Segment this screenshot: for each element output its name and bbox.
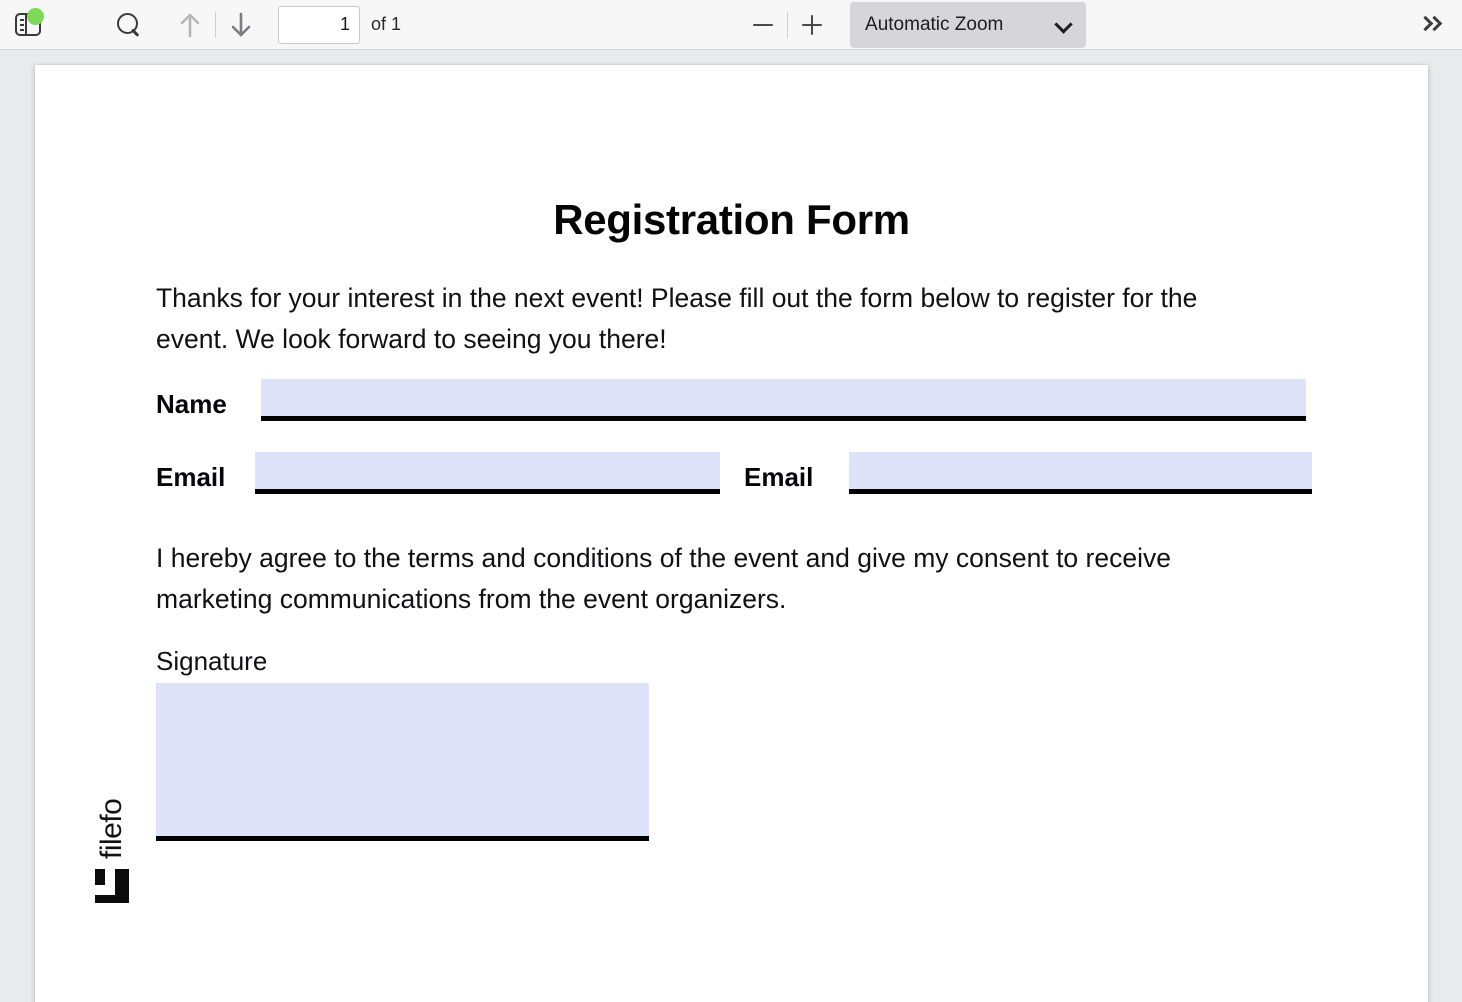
next-page-button[interactable] [221, 6, 261, 44]
consent-paragraph: I hereby agree to the terms and conditions of the event and give my consent to receive marketing communications from the event organizers. [156, 543, 1171, 614]
previous-page-button[interactable] [170, 6, 210, 44]
name-input-field[interactable] [261, 379, 1306, 421]
chevron-down-icon [1056, 17, 1071, 32]
filefo-watermark [95, 799, 129, 903]
sidebar-lines-icon [20, 19, 24, 33]
more-tools-button[interactable] [1408, 5, 1454, 45]
field-label-name: Name [156, 389, 227, 419]
zoom-level-select[interactable] [850, 2, 1086, 48]
form-row-email-2 [744, 452, 1344, 498]
toolbar-divider [215, 12, 216, 38]
pdf-toolbar [0, 0, 1462, 50]
arrow-down-icon [229, 12, 253, 38]
zoom-level-value: Automatic Zoom [865, 13, 1004, 35]
notification-dot-badge [27, 8, 44, 25]
signature-label: Signature [156, 646, 268, 676]
page-title: Registration Form [553, 196, 910, 243]
zoom-in-button[interactable] [793, 6, 831, 44]
pdf-page-1 [35, 65, 1428, 1002]
zoom-out-button[interactable] [744, 6, 782, 44]
double-chevron-right-icon [1418, 14, 1444, 36]
field-label-email-1: Email [156, 462, 226, 492]
pdf-viewer-area[interactable] [0, 50, 1462, 1002]
sidebar-toggle-button[interactable] [8, 8, 48, 42]
page-number-input[interactable] [278, 6, 360, 44]
page-count-label: of 1 [371, 14, 402, 34]
filefo-watermark-text: filefo [95, 798, 128, 859]
signature-input-field[interactable] [156, 683, 649, 841]
email-input-field-2[interactable] [849, 452, 1312, 494]
plus-icon [800, 13, 824, 37]
intro-paragraph: Thanks for your interest in the next event! Please fill out the form below to register for the event. We look forward to seeing you there! [156, 283, 1198, 354]
form-row-email-1 [156, 452, 756, 498]
filefo-logo-icon [95, 869, 129, 903]
field-label-email-2: Email [744, 462, 814, 492]
toolbar-divider [787, 12, 788, 38]
search-button[interactable] [106, 6, 152, 44]
arrow-up-icon [178, 12, 202, 38]
form-row-name [156, 379, 1341, 425]
search-icon [117, 13, 141, 37]
email-input-field-1[interactable] [255, 452, 720, 494]
minus-icon [751, 13, 775, 37]
